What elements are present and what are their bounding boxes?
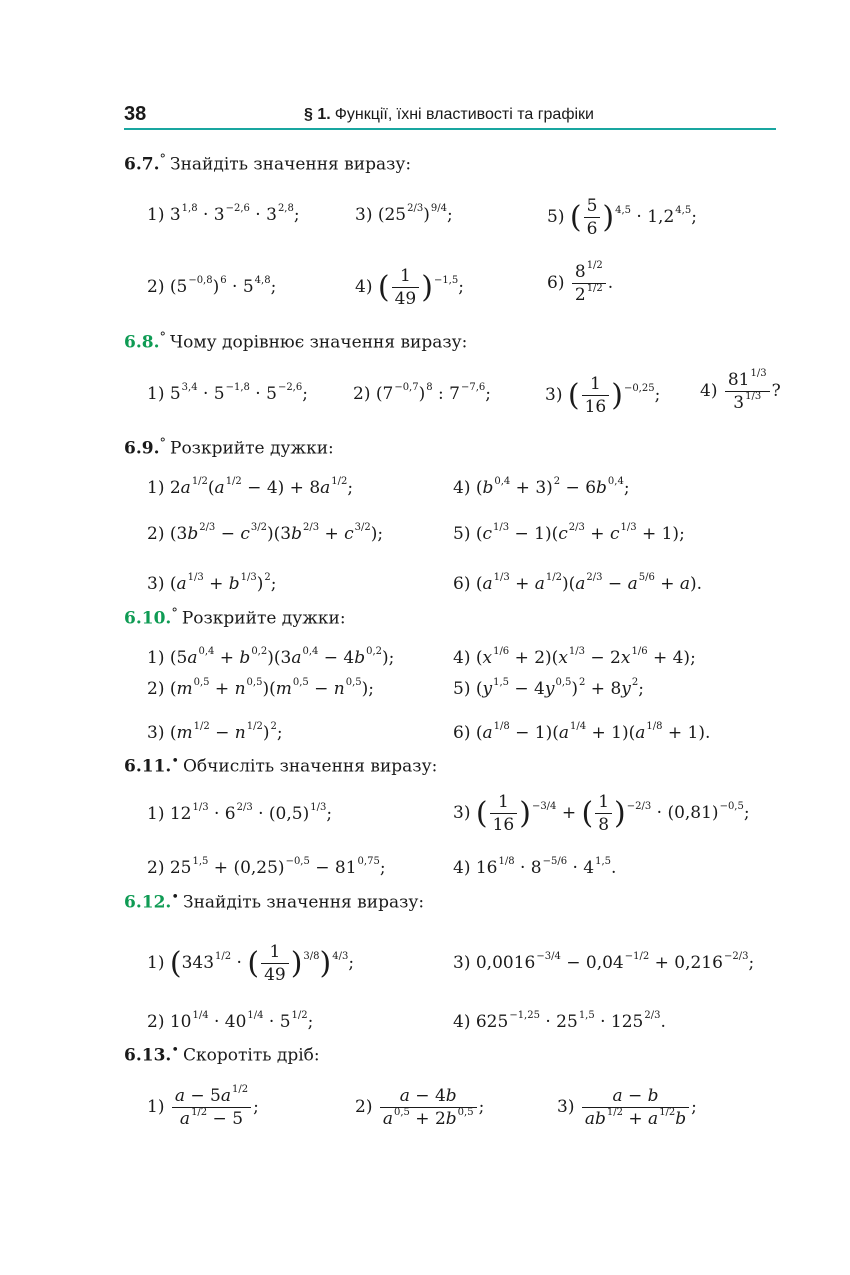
exercise-item: 4) $(x^{1/6} + 2)(x^{1/3} - 2x^{1/6} + 4)$; xyxy=(453,646,696,668)
exercise-text: Розкрийте дужки: xyxy=(181,608,346,629)
exercise-item: 6) $(a^{1/3} + a^{1/2})(a^{2/3} - a^{5/6} + a)$. xyxy=(453,572,703,594)
exercise-item: 5) ( $\frac{5}{6}$ )$^{4,5} \cdot 1,2^{4,5}$; xyxy=(547,196,697,239)
exercise-number: 6.11. xyxy=(124,756,172,777)
difficulty-marker: • xyxy=(171,1043,179,1058)
exercise-item: 2) $(m^{0,5} + n^{0,5})(m^{0,5} - n^{0,5})$; xyxy=(147,677,375,699)
exercise-item: 3) ( $\frac{1}{16}$ )$^{-0,25}$; xyxy=(545,374,661,417)
exercise-6-10-heading xyxy=(124,606,346,629)
exercise-item: 5) $(y^{1,5} - 4y^{0,5})^2 + 8y^2$; xyxy=(453,677,644,699)
difficulty-marker: ° xyxy=(159,330,166,345)
difficulty-marker: ° xyxy=(171,606,178,621)
difficulty-marker: • xyxy=(171,890,179,905)
exercise-item: 1) $3^{1,8} \cdot 3^{-2,6} \cdot 3^{2,8}$; xyxy=(147,203,300,225)
exercise-6-9-heading xyxy=(124,436,334,459)
exercise-number: 6.13. xyxy=(124,1045,172,1066)
exercise-number: 6.7. xyxy=(124,154,160,175)
exercise-item: 5) $(c^{1/3} - 1)(c^{2/3} + c^{1/3} + 1)$; xyxy=(453,522,685,544)
exercise-item: 6) $\frac{8^{1/2}}{2^{1/2}}$ . xyxy=(547,260,614,305)
exercise-item: 2) $\frac{a - 4b}{a^{0,5} + 2b^{0,5}}$ ; xyxy=(355,1086,485,1129)
exercise-item: 1) ($343^{1/2}$ · ( $\frac{1}{49}$ )$^{3/8}$)$^{4/3}$; xyxy=(147,942,355,985)
exercise-item: 4) $(b^{0,4} + 3)^2 - 6b^{0,4}$; xyxy=(453,476,630,498)
exercise-item: 4) $\frac{81^{1/3}}{3^{1/3}}$ ? xyxy=(700,368,781,413)
exercise-6-11-heading xyxy=(124,754,437,777)
exercise-number: 6.10. xyxy=(124,608,172,629)
exercise-item: 3) $(a^{1/3} + b^{1/3})^2$; xyxy=(147,572,277,594)
exercise-text: Чому дорівнює значення виразу: xyxy=(170,332,468,353)
exercise-number: 6.12. xyxy=(124,892,172,913)
exercise-item: 2) $25^{1,5} + (0,25)^{-0,5} - 81^{0,75}$; xyxy=(147,856,386,878)
exercise-item: 3) $(25^{2/3})^{9/4}$; xyxy=(355,203,453,225)
exercise-item: 4) ( $\frac{1}{49}$ )$^{-1,5}$; xyxy=(355,266,464,309)
exercise-item: 3) $\frac{a - b}{ab^{1/2} + a^{1/2}b}$ ; xyxy=(557,1086,697,1129)
header-rule xyxy=(124,128,776,130)
exercise-item: 1) $5^{3,4} \cdot 5^{-1,8} \cdot 5^{-2,6}$; xyxy=(147,382,308,404)
exercise-item: 3) $(m^{1/2} - n^{1/2})^2$; xyxy=(147,721,283,743)
exercise-item: 2) $(3b^{2/3} - c^{3/2})(3b^{2/3} + c^{3/2})$; xyxy=(147,522,384,544)
exercise-item: 3) $0,0016^{-3/4} - 0,04^{-1/2} + 0,216^{-2/3}$; xyxy=(453,951,755,973)
exercise-item: 2) $(7^{-0,7})^8$ : $7^{-7,6}$; xyxy=(353,382,492,404)
exercise-item: 3) ( $\frac{1}{16}$ )$^{-3/4}$ + ( $\frac{1}{8}$ )$^{-2/3} \cdot (0,81)^{-0,5}$; xyxy=(453,792,750,835)
exercise-item: 4) $625^{-1,25} \cdot 25^{1,5} \cdot 125^{2/3}$. xyxy=(453,1010,666,1032)
difficulty-marker: ° xyxy=(159,436,166,451)
exercise-item: 2) $(5^{-0,8})^6 \cdot 5^{4,8}$; xyxy=(147,275,277,297)
exercise-text: Розкрийте дужки: xyxy=(170,438,334,459)
exercise-number: 6.9. xyxy=(124,438,160,459)
section-title xyxy=(304,106,594,124)
exercise-6-8-heading xyxy=(124,330,467,353)
difficulty-marker: ° xyxy=(159,152,166,167)
page-number: 38 xyxy=(124,103,147,125)
chapter-title: Функції, їхні властивості та графіки xyxy=(334,106,594,123)
exercise-number: 6.8. xyxy=(124,332,160,353)
exercise-item: 4) $16^{1/8} \cdot 8^{-5/6} \cdot 4^{1,5}$. xyxy=(453,856,617,878)
exercise-text: Знайдіть значення виразу: xyxy=(170,154,412,175)
section-label: § 1. xyxy=(304,106,331,123)
exercise-6-13-heading xyxy=(124,1043,320,1066)
page-header xyxy=(124,100,776,130)
exercise-item: 1) $12^{1/3} \cdot 6^{2/3} \cdot (0,5)^{1/3}$; xyxy=(147,802,333,824)
exercise-item: 2) $10^{1/4} \cdot 40^{1/4} \cdot 5^{1/2}$; xyxy=(147,1010,314,1032)
exercise-item: 1) $2a^{1/2}(a^{1/2} - 4) + 8a^{1/2}$; xyxy=(147,476,354,498)
exercise-text: Скоротіть дріб: xyxy=(183,1045,320,1066)
exercise-item: 1) $(5a^{0,4} + b^{0,2})(3a^{0,4} - 4b^{0,2})$; xyxy=(147,646,395,668)
difficulty-marker: • xyxy=(171,754,179,769)
exercise-item: 1) $\frac{a - 5a^{1/2}}{a^{1/2} - 5}$ ; xyxy=(147,1084,259,1129)
exercise-text: Знайдіть значення виразу: xyxy=(183,892,425,913)
exercise-text: Обчисліть значення виразу: xyxy=(183,756,438,777)
exercise-6-12-heading xyxy=(124,890,424,913)
exercise-item: 6) $(a^{1/8} - 1)(a^{1/4} + 1)(a^{1/8} + 1)$. xyxy=(453,721,711,743)
exercise-6-7-heading xyxy=(124,152,411,175)
